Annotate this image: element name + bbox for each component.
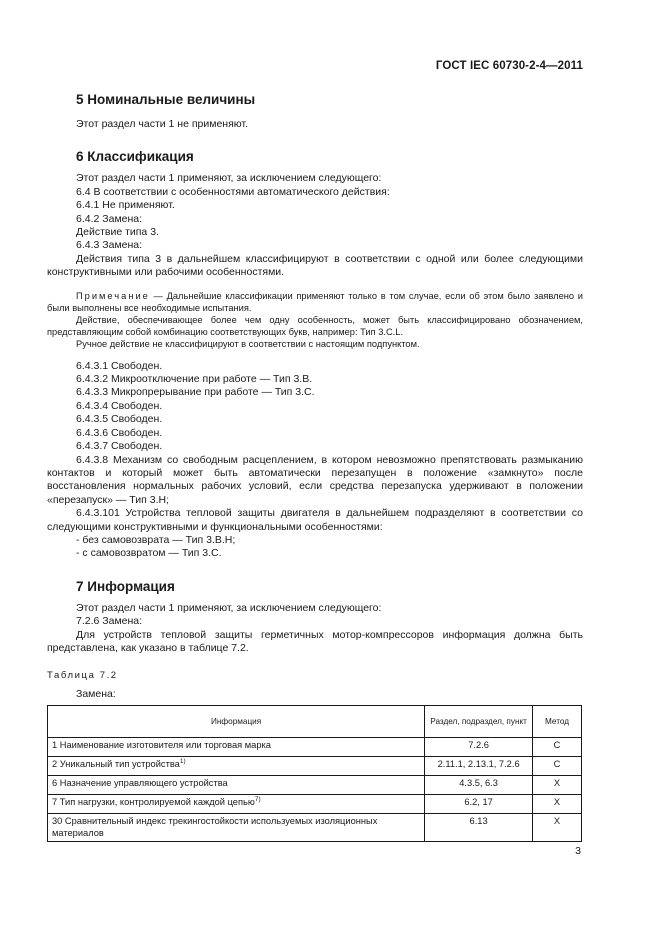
table-row <box>48 757 582 776</box>
para-6-4-3: Действия типа 3 в дальнейшем классифицируют в соответствии с одной или более следующими конструктивными или рабочими особенностями. <box>47 252 583 279</box>
section-7-line-2: 7.2.6 Замена: <box>76 615 143 628</box>
subclause-item: 6.4.3.4 Свободен. <box>76 399 163 412</box>
page-number: 3 <box>575 845 581 857</box>
cell-info-text: 1 Наименование изготовителя или торговая марка <box>52 740 271 751</box>
section-7-line-1: Этот раздел части 1 применяют, за исключением следующего: <box>76 601 382 614</box>
subclause-item: 6.4.3.5 Свободен. <box>76 413 163 426</box>
table-header-row <box>48 706 582 738</box>
cell-info-text: 30 Сравнительный индекс трекингостойкости используемых изоляционных материалов <box>52 816 378 838</box>
cell-info <box>48 738 425 757</box>
section-6-line: 6.4.1 Не применяют. <box>76 199 175 212</box>
section-5-title: 5 Номинальные величины <box>76 92 256 107</box>
cell-ref: 4.3.5, 6.3 <box>425 776 533 795</box>
cell-method: C <box>533 738 582 757</box>
cell-info <box>48 776 425 795</box>
note-text: — Дальнейшие классификации применяют только в том случае, если об этом было заявлено и были выполнены все необходимые испытания. <box>47 290 583 313</box>
section-6-line: Действие типа 3. <box>76 226 159 239</box>
column-header-method: Метод <box>533 706 582 738</box>
cell-info <box>48 814 425 842</box>
footnote-marker: 1) <box>179 758 186 766</box>
cell-method: C <box>533 757 582 776</box>
table-caption: Таблица 7.2 <box>47 670 118 682</box>
cell-info-text: 6 Назначение управляющего устройства <box>52 778 228 789</box>
page-content <box>47 92 583 842</box>
subclause-item: 6.4.3.6 Свободен. <box>76 426 163 439</box>
section-6-title: 6 Классификация <box>76 149 194 165</box>
table-7-2 <box>47 705 582 842</box>
subclause-item: 6.4.3.1 Свободен. <box>76 359 163 372</box>
note-label: Примечание <box>76 290 150 301</box>
bullet-item: - с самовозвратом — Тип 3.C. <box>76 547 222 560</box>
subclause-item: 6.4.3.2 Микроотключение при работе — Тип 3.B. <box>76 373 313 386</box>
cell-ref: 7.2.6 <box>425 738 533 757</box>
section-6-line: 6.4 В соответствии с особенностями автоматического действия: <box>76 185 390 198</box>
note-paragraph <box>47 290 583 314</box>
cell-method: X <box>533 776 582 795</box>
section-6-lines <box>47 172 583 252</box>
para-6-4-3-101: 6.4.3.101 Устройства тепловой защиты двигателя в дальнейшем подразделяют в соответствии со следующими конструктивными и функциональными особенностями: <box>47 507 583 533</box>
bullet-item: - без самовозврата — Тип 3.B.H; <box>76 533 236 546</box>
cell-ref: 6.2, 17 <box>425 795 533 814</box>
section-6-line: 6.4.2 Замена: <box>76 212 143 225</box>
table-body <box>48 738 582 842</box>
section-6-line: 6.4.3 Замена: <box>76 239 143 252</box>
table-subcaption: Замена: <box>76 687 116 700</box>
note-paragraph-3: Ручное действие не классифицируют в соответствии с настоящим подпунктом. <box>76 338 420 349</box>
document-id: ГОСТ IEC 60730-2-4—2011 <box>435 60 583 72</box>
footnote-marker: 7) <box>254 796 261 804</box>
section-7-para: Для устройств тепловой защиты герметичных мотор-компрессоров информация должна быть представлена, как указано в таблице 7.2. <box>47 628 583 654</box>
para-6-4-3-8: 6.4.3.8 Механизм со свободным расцеплением, в котором невозможно препятствовать размыканию контактов и который может быть автоматически перезапущен в положение «замкнуто» после восстановления нормальных рабочих условий, если средства перезапуска удерживают в положении «перезапуск» — Тип 3.H; <box>47 453 583 506</box>
cell-ref: 2.11.1, 2.13.1, 7.2.6 <box>425 757 533 776</box>
section-5-text: Этот раздел части 1 не применяют. <box>76 118 248 130</box>
table-row <box>48 776 582 795</box>
cell-method: X <box>533 814 582 842</box>
section-6-line: Этот раздел части 1 применяют, за исключением следующего: <box>76 172 382 185</box>
type-bullet-list <box>47 534 583 561</box>
table-row <box>48 738 582 757</box>
subclause-list <box>47 360 583 454</box>
cell-info <box>48 795 425 814</box>
cell-info <box>48 757 425 776</box>
cell-info-text: 2 Уникальный тип устройства <box>52 759 180 770</box>
cell-ref: 6.13 <box>425 814 533 842</box>
cell-info-text: 7 Тип нагрузки, контролируемой каждой цепью <box>52 797 255 808</box>
cell-method: X <box>533 795 582 814</box>
column-header-info: Информация <box>48 706 425 738</box>
column-header-ref: Раздел, подраздел, пункт <box>425 706 533 738</box>
subclause-item: 6.4.3.7 Свободен. <box>76 440 163 453</box>
section-7-title: 7 Информация <box>76 578 175 594</box>
table-row <box>48 814 582 842</box>
table-row <box>48 795 582 814</box>
note-paragraph-2: Действие, обеспечивающее более чем одну особенность, может быть классифицировано обозначением, представляющим собой комбинацию соответствующих букв, например: Тип 3.C.L. <box>47 314 583 337</box>
subclause-item: 6.4.3.3 Микропрерывание при работе — Тип 3.C. <box>76 386 315 399</box>
